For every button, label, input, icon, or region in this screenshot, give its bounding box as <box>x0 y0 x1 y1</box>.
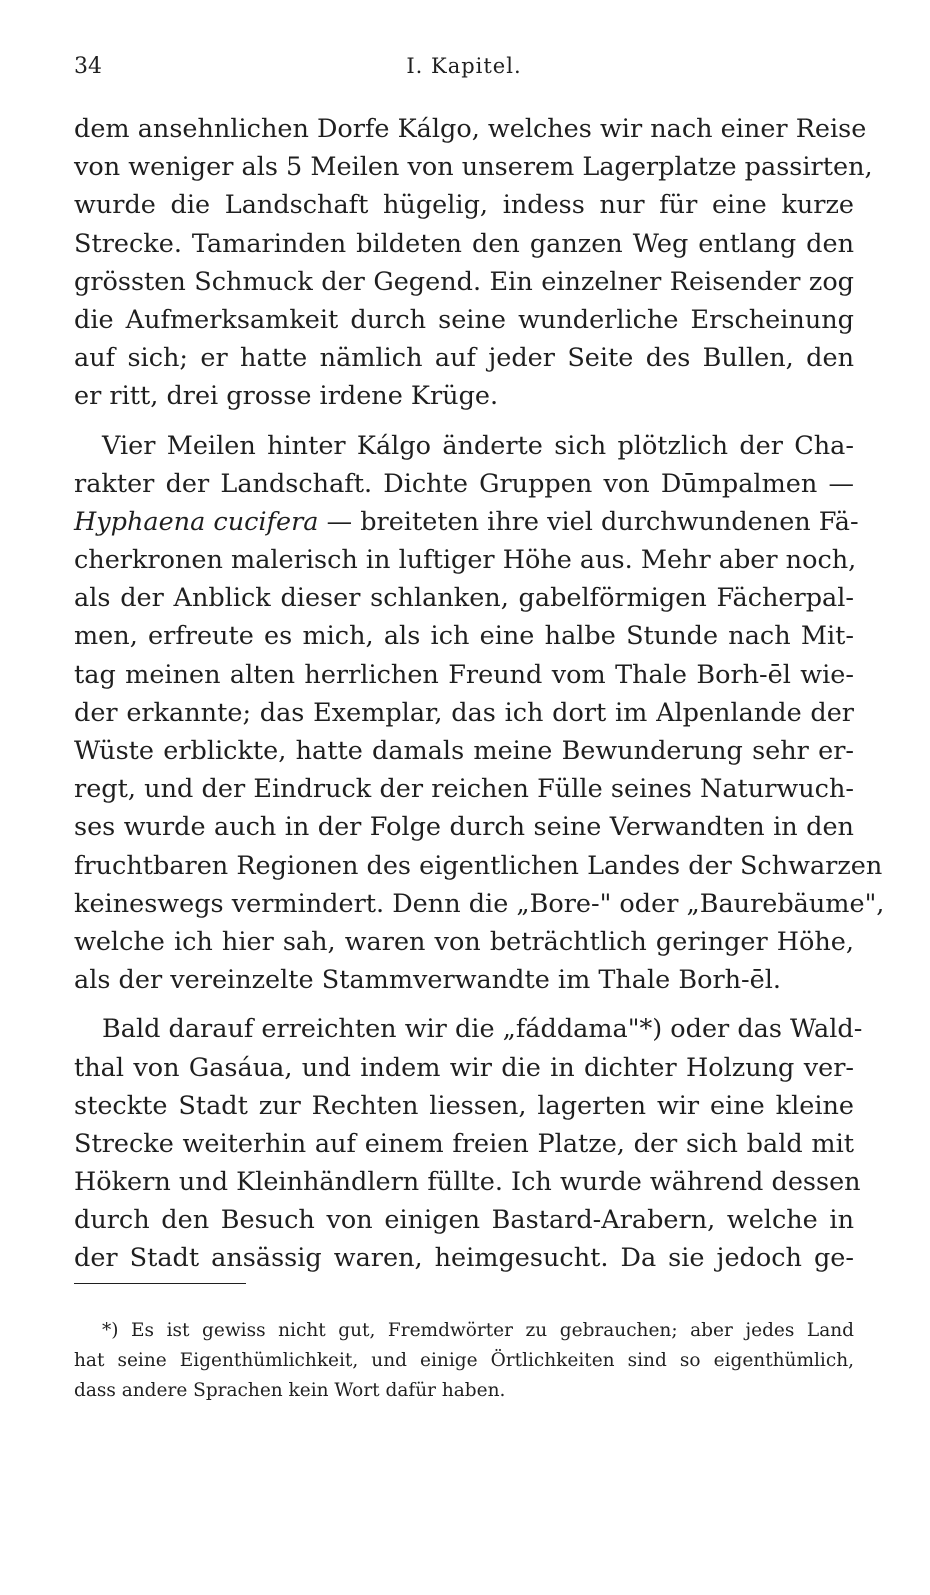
text-line: Bald darauf erreichten wir die „fáddama"*) oder das Wald- <box>102 1014 863 1045</box>
page-number: 34 <box>74 54 102 79</box>
text-line: die Aufmerksamkeit durch seine wunderliche Erscheinung <box>74 304 854 335</box>
text-line: von weniger als 5 Meilen von unserem Lagerplatze passirten, <box>74 152 873 183</box>
text-line: als der vereinzelte Stammverwandte im Thale Borh-ēl. <box>74 965 782 996</box>
text-line: der erkannte; das Exemplar, das ich dort im Alpenlande der <box>74 697 854 728</box>
text-line: der Stadt ansässig waren, heimgesucht. Da sie jedoch ge- <box>74 1243 854 1274</box>
text-line: wurde die Landschaft hügelig, indess nur für eine kurze <box>74 190 854 221</box>
text-line: er ritt, drei grosse irdene Krüge. <box>74 381 499 412</box>
footnote-line: hat seine Eigenthümlichkeit, und einige Örtlichkeiten sind so eigenthümlich, <box>74 1350 854 1371</box>
line-rest: — breiteten ihre viel durchwundenen Fä- <box>318 506 859 537</box>
paragraph-gap <box>74 416 854 427</box>
text-line: Strecke. Tamarinden bildeten den ganzen Weg entlang den <box>74 228 854 259</box>
text-line: Strecke weiterhin auf einem freien Platze, der sich bald mit <box>74 1128 854 1159</box>
text-line: tag meinen alten herrlichen Freund vom Thale Borh-ēl wie- <box>74 659 854 690</box>
footnote <box>74 1316 854 1406</box>
text-line: men, erfreute es mich, als ich eine halbe Stunde nach Mit- <box>74 621 854 652</box>
paragraph <box>74 110 873 416</box>
paragraph <box>74 1010 863 1277</box>
text-line: thal von Gasáua, und indem wir die in dichter Holzung ver- <box>74 1052 854 1083</box>
text-line: keineswegs vermindert. Denn die „Bore-" oder „Baurebäume", <box>74 888 885 919</box>
text-line: durch den Besuch von einigen Bastard-Arabern, welche in <box>74 1205 854 1236</box>
paragraph <box>74 427 885 1000</box>
italic-species-name: Hyphaena cucifera <box>74 506 319 537</box>
text-line: ses wurde auch in der Folge durch seine Verwandten in den <box>74 812 854 843</box>
text-line: grössten Schmuck der Gegend. Ein einzelner Reisender zog <box>74 266 854 297</box>
text-line: Hökern und Kleinhändlern füllte. Ich wurde während dessen <box>74 1167 861 1198</box>
text-line: cherkronen malerisch in luftiger Höhe aus. Mehr aber noch, <box>74 545 857 576</box>
running-head: I. Kapitel. <box>406 54 522 78</box>
text-line: regt, und der Eindruck der reichen Fülle seines Naturwuch- <box>74 774 854 805</box>
text-line <box>74 503 859 541</box>
page-header <box>74 54 854 94</box>
text-line: fruchtbaren Regionen des eigentlichen Landes der Schwarzen <box>74 850 883 881</box>
text-line: steckte Stadt zur Rechten liessen, lagerten wir eine kleine <box>74 1090 854 1121</box>
footnote-line: *) Es ist gewiss nicht gut, Fremdwörter zu gebrauchen; aber jedes Land <box>102 1320 854 1341</box>
text-line: Vier Meilen hinter Kálgo änderte sich plötzlich der Cha- <box>102 430 854 461</box>
text-line: Wüste erblickte, hatte damals meine Bewunderung sehr er- <box>74 736 854 766</box>
text-line: auf sich; er hatte nämlich auf jeder Seite des Bullen, den <box>74 343 854 374</box>
footnote-rule <box>74 1283 246 1284</box>
text-line: dem ansehnlichen Dorfe Kálgo, welches wir nach einer Reise <box>74 114 867 144</box>
text-line: rakter der Landschaft. Dichte Gruppen von Dūmpalmen — <box>74 468 854 499</box>
paragraph-gap <box>74 999 854 1010</box>
text-line: als der Anblick dieser schlanken, gabelförmigen Fächerpal- <box>74 583 854 614</box>
footnote-line: dass andere Sprachen kein Wort dafür haben. <box>74 1380 506 1401</box>
body-text <box>74 110 885 1278</box>
text-line: welche ich hier sah, waren von beträchtlich geringer Höhe, <box>74 926 854 957</box>
